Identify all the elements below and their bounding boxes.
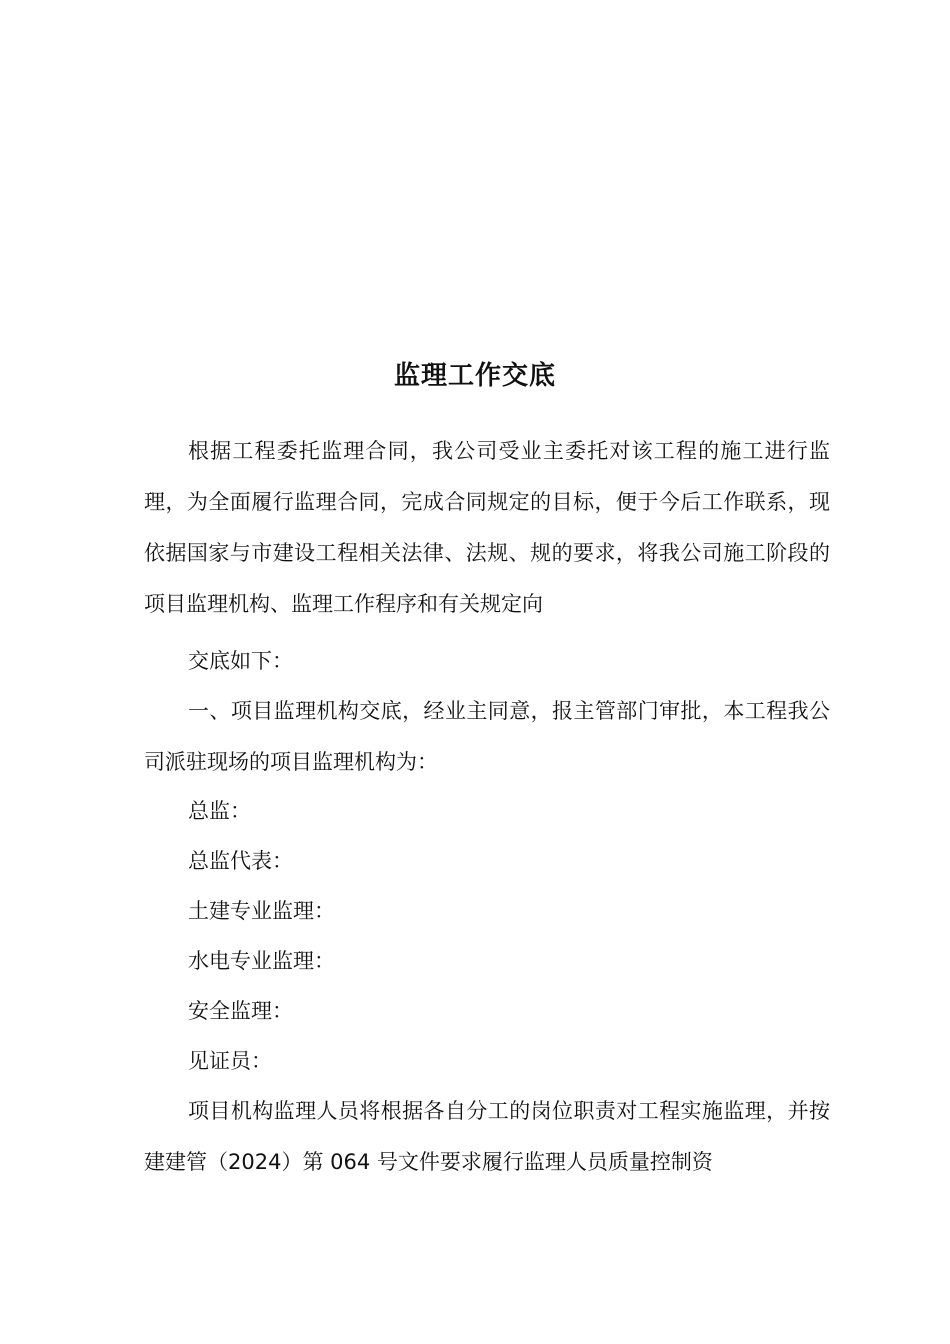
role-witness: 见证员： [188, 1049, 272, 1073]
paragraph-last: 项目机构监理人员将根据各自分工的岗位职责对工程实施监理，并按建建管（2024）第 064 号文件要求履行监理人员质量控制资 [144, 1099, 830, 1174]
paragraph-intro: 根据工程委托监理合同，我公司受业主委托对该工程的施工进行监理，为全面履行监理合同，完成合同规定的目标，便于今后工作联系，现依据国家与市建设工程相关法律、法规、规的要求，将我公司施工阶段的项目监理机构、监理工作程序和有关规定向 [144, 439, 830, 616]
role-safety-supervisor: 安全监理： [188, 999, 293, 1023]
section-1-paragraph: 一、项目监理机构交底，经业主同意，报主管部门审批，本工程我公司派驻现场的项目监理机构为： [144, 699, 830, 774]
document-title: 监理工作交底 [393, 361, 556, 391]
role-chief-supervisor: 总监： [188, 799, 251, 823]
intro-line: 交底如下： [188, 649, 293, 673]
role-water-electric-supervisor: 水电专业监理： [188, 949, 335, 973]
role-civil-supervisor: 土建专业监理： [188, 899, 335, 923]
role-chief-representative: 总监代表： [188, 849, 293, 873]
